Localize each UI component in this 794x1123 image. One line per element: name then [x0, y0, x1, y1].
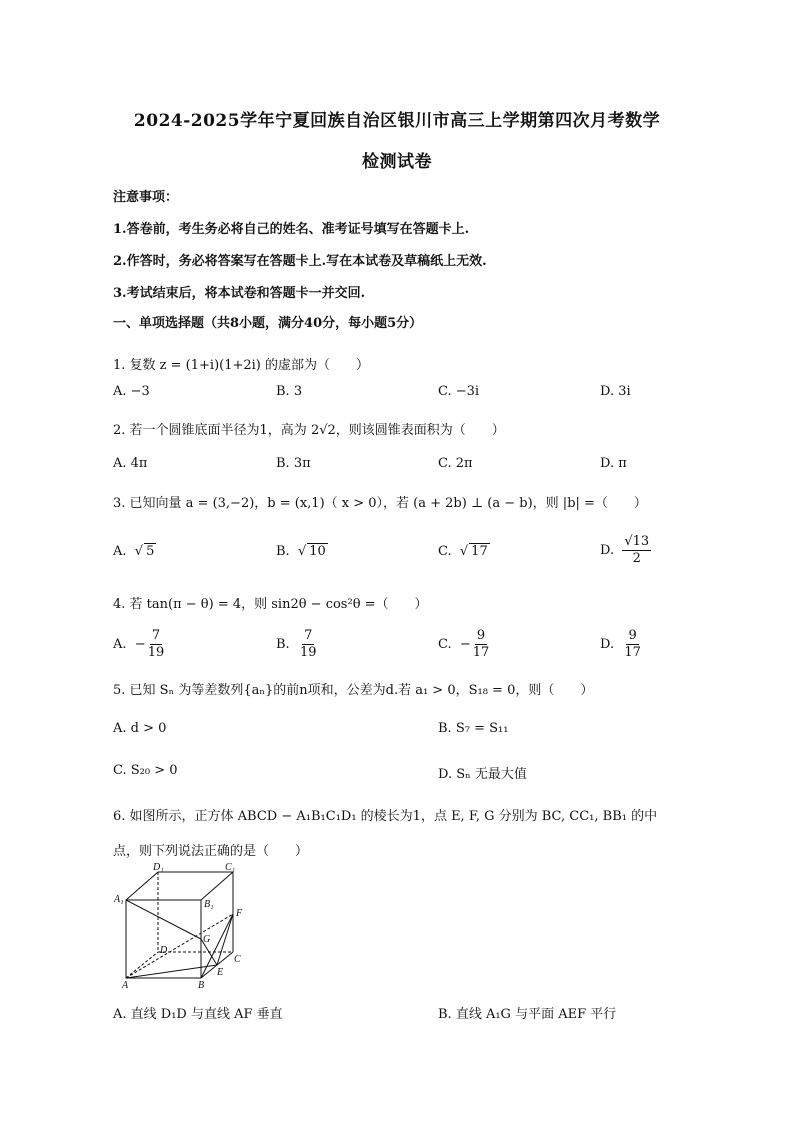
q3-option-b: B. √ 10: [276, 544, 326, 559]
q1-option-b: B. 3: [276, 384, 303, 399]
q1-option-d: D. 3i: [600, 384, 631, 399]
exam-title-line2: 检测试卷: [362, 152, 432, 172]
q2-option-b: B. 3π: [276, 456, 311, 471]
q2-option-c: C. 2π: [438, 456, 473, 471]
q4-option-a: A. − $\frac{7}{19}$: [113, 628, 165, 660]
notice-item-1: 1.答卷前，考生务必将自己的姓名、准考证号填写在答题卡上.: [113, 222, 470, 237]
q3-stem: 3. 已知向量 a = (3,−2)，b = (x,1)（ x > 0），若 (a + 2b) ⊥ (a − b)，则 |b| =（ ）: [113, 496, 647, 511]
q5-option-c: C. S₂₀ > 0: [113, 763, 178, 778]
q6-option-b: B. 直线 A₁G 与平面 AEF 平行: [438, 1007, 617, 1022]
q2-option-a: A. 4π: [113, 456, 148, 471]
label-C1: C₁: [225, 862, 236, 873]
q4-option-d: D. $\frac{9}{17}$: [600, 628, 641, 660]
notice-item-3: 3.考试结束后，将本试卷和答题卡一并交回.: [113, 286, 366, 301]
q4-option-a-numerator: 7: [151, 628, 161, 643]
label-A: A: [122, 980, 129, 990]
q6-stem-line2: 点，则下列说法正确的是（ ）: [113, 844, 309, 859]
q4-stem: 4. 若 tan(π − θ) = 4，则 sin2θ − cos²θ =（ ）: [113, 597, 428, 612]
q4-option-c: C. − $\frac{9}{17}$: [438, 628, 490, 660]
q1-stem: 1. 复数 z = (1+i)(1+2i) 的虚部为（ ）: [113, 358, 370, 373]
q4-option-b-denominator: 19: [299, 645, 317, 660]
q3-option-b-radicand: 10: [309, 544, 326, 559]
q3-option-c: C. √ 17: [438, 544, 488, 559]
q3-option-d-numerator: √13: [624, 534, 650, 549]
exam-title-line1: 2024-2025学年宁夏回族自治区银川市高三上学期第四次月考数学: [133, 111, 661, 131]
q4-option-a-denominator: 19: [147, 645, 165, 660]
notice-item-2: 2.作答时，务必将答案写在答题卡上.写在本试卷及草稿纸上无效.: [113, 254, 487, 269]
q6-option-a: A. 直线 D₁D 与直线 AF 垂直: [113, 1007, 283, 1022]
q6-stem-line1: 6. 如图所示，正方体 ABCD − A₁B₁C₁D₁ 的棱长为1，点 E, F, G 分别为 BC, CC₁, BB₁ 的中: [113, 809, 658, 824]
q3-option-a-radicand: 5: [146, 544, 155, 559]
q4-option-d-denominator: 17: [624, 645, 641, 660]
q4-option-b-numerator: 7: [304, 628, 313, 643]
q3-option-a: A. √ 5: [113, 544, 155, 559]
q4-option-c-numerator: 9: [476, 628, 486, 643]
label-D: D: [160, 945, 168, 956]
notice-heading: 注意事项：: [113, 190, 179, 205]
q3-option-c-radicand: 17: [471, 544, 488, 559]
q2-option-d: D. π: [600, 456, 627, 471]
q1-option-c: C. −3i: [438, 384, 480, 399]
q5-option-a: A. d > 0: [113, 721, 167, 736]
q5-stem: 5. 已知 Sₙ 为等差数列{aₙ}的前n项和，公差为d.若 a₁ > 0，S₁₈ = 0，则（ ）: [113, 683, 594, 698]
q4-option-b: B. $\frac{7}{19}$: [276, 628, 317, 660]
label-F: F: [236, 908, 243, 919]
label-E: E: [217, 967, 224, 978]
q5-option-b: B. S₇ = S₁₁: [438, 721, 509, 736]
q3-option-d-denominator: 2: [632, 551, 641, 566]
q3-option-d: D. $\frac{√13}{2}$: [600, 534, 650, 566]
q4-option-d-numerator: 9: [628, 628, 637, 643]
label-C: C: [234, 954, 241, 965]
label-D1: D₁: [153, 862, 164, 873]
q5-option-d: D. Sₙ 无最大值: [438, 767, 527, 782]
label-B: B: [198, 980, 205, 990]
q4-option-c-denominator: 17: [472, 645, 490, 660]
q1-option-a: A. −3: [113, 384, 150, 399]
label-B1: B₁: [204, 899, 214, 910]
label-G: G: [203, 934, 211, 945]
cube-figure: [113, 862, 263, 990]
q2-stem: 2. 若一个圆锥底面半径为1，高为 2√2，则该圆锥表面积为（ ）: [113, 423, 505, 438]
label-A1: A₁: [114, 894, 124, 905]
section-heading: 一、单项选择题（共8小题，满分40分，每小题5分）: [113, 316, 423, 331]
